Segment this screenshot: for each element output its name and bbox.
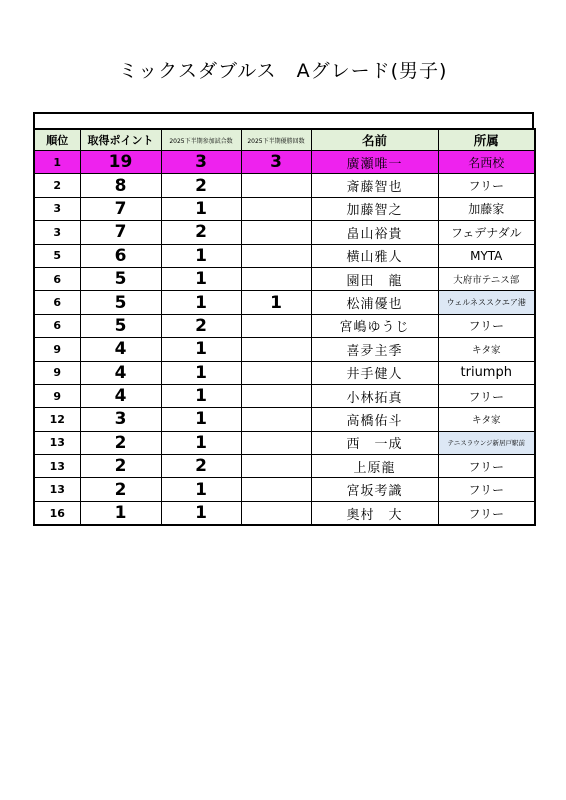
club-cell: 大府市テニス部 [438, 267, 535, 290]
wins-cell [241, 314, 311, 337]
club-cell: フリー [438, 501, 535, 525]
rank-cell: 13 [34, 455, 80, 478]
table-row [34, 455, 535, 478]
club-cell: フリー [438, 174, 535, 197]
table-top-bar [33, 112, 534, 128]
table-row [34, 314, 535, 337]
table-row [34, 384, 535, 407]
rank-cell: 16 [34, 501, 80, 525]
wins-cell: 3 [241, 151, 311, 174]
club-cell: フリー [438, 455, 535, 478]
wins-cell [241, 267, 311, 290]
games-cell: 2 [161, 455, 241, 478]
name-cell: 園田 龍 [311, 267, 438, 290]
name-cell: 畠山裕貴 [311, 221, 438, 244]
games-cell: 1 [161, 408, 241, 431]
club-cell: フリー [438, 384, 535, 407]
club-cell: triumph [438, 361, 535, 384]
wins-cell [241, 361, 311, 384]
name-cell: 斎藤智也 [311, 174, 438, 197]
table-row [34, 244, 535, 267]
name-cell: 宮嶋ゆうじ [311, 314, 438, 337]
rank-cell: 6 [34, 291, 80, 314]
wins-cell [241, 384, 311, 407]
header-name: 名前 [311, 129, 438, 151]
points-cell: 5 [80, 314, 161, 337]
club-cell: キタ家 [438, 338, 535, 361]
rank-cell: 12 [34, 408, 80, 431]
rank-cell: 5 [34, 244, 80, 267]
games-cell: 1 [161, 501, 241, 525]
name-cell: 宮坂考識 [311, 478, 438, 501]
wins-cell [241, 174, 311, 197]
games-cell: 1 [161, 291, 241, 314]
games-cell: 2 [161, 221, 241, 244]
games-cell: 1 [161, 197, 241, 220]
games-cell: 1 [161, 267, 241, 290]
wins-cell [241, 338, 311, 361]
header-points: 取得ポイント [80, 129, 161, 151]
points-cell: 2 [80, 431, 161, 454]
table-row [34, 291, 535, 314]
club-cell: フリー [438, 314, 535, 337]
rank-cell: 6 [34, 267, 80, 290]
table-row [34, 174, 535, 197]
club-cell: フリー [438, 478, 535, 501]
table-row [34, 361, 535, 384]
header-wins: 2025下半期優勝回数 [241, 129, 311, 151]
wins-cell [241, 244, 311, 267]
games-cell: 1 [161, 431, 241, 454]
name-cell: 廣瀬唯一 [311, 151, 438, 174]
points-cell: 4 [80, 338, 161, 361]
points-cell: 5 [80, 291, 161, 314]
name-cell: 西 一成 [311, 431, 438, 454]
club-cell: 加藤家 [438, 197, 535, 220]
points-cell: 1 [80, 501, 161, 525]
games-cell: 1 [161, 361, 241, 384]
table-row [34, 338, 535, 361]
rank-cell: 13 [34, 478, 80, 501]
name-cell: 喜夛主季 [311, 338, 438, 361]
name-cell: 松浦優也 [311, 291, 438, 314]
rank-cell: 2 [34, 174, 80, 197]
club-cell: フェデナダル [438, 221, 535, 244]
points-cell: 2 [80, 478, 161, 501]
points-cell: 4 [80, 361, 161, 384]
club-cell: キタ家 [438, 408, 535, 431]
points-cell: 5 [80, 267, 161, 290]
club-cell: 名西校 [438, 151, 535, 174]
rank-cell: 9 [34, 384, 80, 407]
rank-cell: 6 [34, 314, 80, 337]
games-cell: 2 [161, 174, 241, 197]
table-row [34, 408, 535, 431]
points-cell: 19 [80, 151, 161, 174]
rank-cell: 1 [34, 151, 80, 174]
points-cell: 6 [80, 244, 161, 267]
header-club: 所属 [438, 129, 535, 151]
points-cell: 4 [80, 384, 161, 407]
games-cell: 1 [161, 338, 241, 361]
page-title: ミックスダブルス Aグレード(男子) [118, 60, 448, 82]
points-cell: 2 [80, 455, 161, 478]
ranking-table [33, 128, 536, 526]
rank-cell: 9 [34, 338, 80, 361]
table-row [34, 431, 535, 454]
wins-cell [241, 455, 311, 478]
points-cell: 8 [80, 174, 161, 197]
points-cell: 7 [80, 197, 161, 220]
points-cell: 7 [80, 221, 161, 244]
table-row [34, 197, 535, 220]
name-cell: 高橋佑斗 [311, 408, 438, 431]
table-row [34, 221, 535, 244]
name-cell: 上原龍 [311, 455, 438, 478]
wins-cell [241, 197, 311, 220]
header-games: 2025下半期参加試合数 [161, 129, 241, 151]
table-row [34, 151, 535, 174]
club-cell: ウェルネススクエア港 [438, 291, 535, 314]
games-cell: 2 [161, 314, 241, 337]
wins-cell [241, 501, 311, 525]
name-cell: 小林拓真 [311, 384, 438, 407]
club-cell: MYTA [438, 244, 535, 267]
name-cell: 奥村 大 [311, 501, 438, 525]
wins-cell [241, 478, 311, 501]
wins-cell [241, 408, 311, 431]
header-row [34, 129, 535, 151]
wins-cell [241, 431, 311, 454]
name-cell: 井手健人 [311, 361, 438, 384]
games-cell: 1 [161, 244, 241, 267]
table-row [34, 501, 535, 525]
name-cell: 加藤智之 [311, 197, 438, 220]
games-cell: 3 [161, 151, 241, 174]
rank-cell: 13 [34, 431, 80, 454]
wins-cell: 1 [241, 291, 311, 314]
table-row [34, 267, 535, 290]
name-cell: 横山雅人 [311, 244, 438, 267]
club-cell: テニスラウンジ新居戸駅前 [438, 431, 535, 454]
points-cell: 3 [80, 408, 161, 431]
games-cell: 1 [161, 478, 241, 501]
rank-cell: 3 [34, 221, 80, 244]
rank-cell: 9 [34, 361, 80, 384]
header-rank: 順位 [34, 129, 80, 151]
wins-cell [241, 221, 311, 244]
games-cell: 1 [161, 384, 241, 407]
rank-cell: 3 [34, 197, 80, 220]
table-row [34, 478, 535, 501]
